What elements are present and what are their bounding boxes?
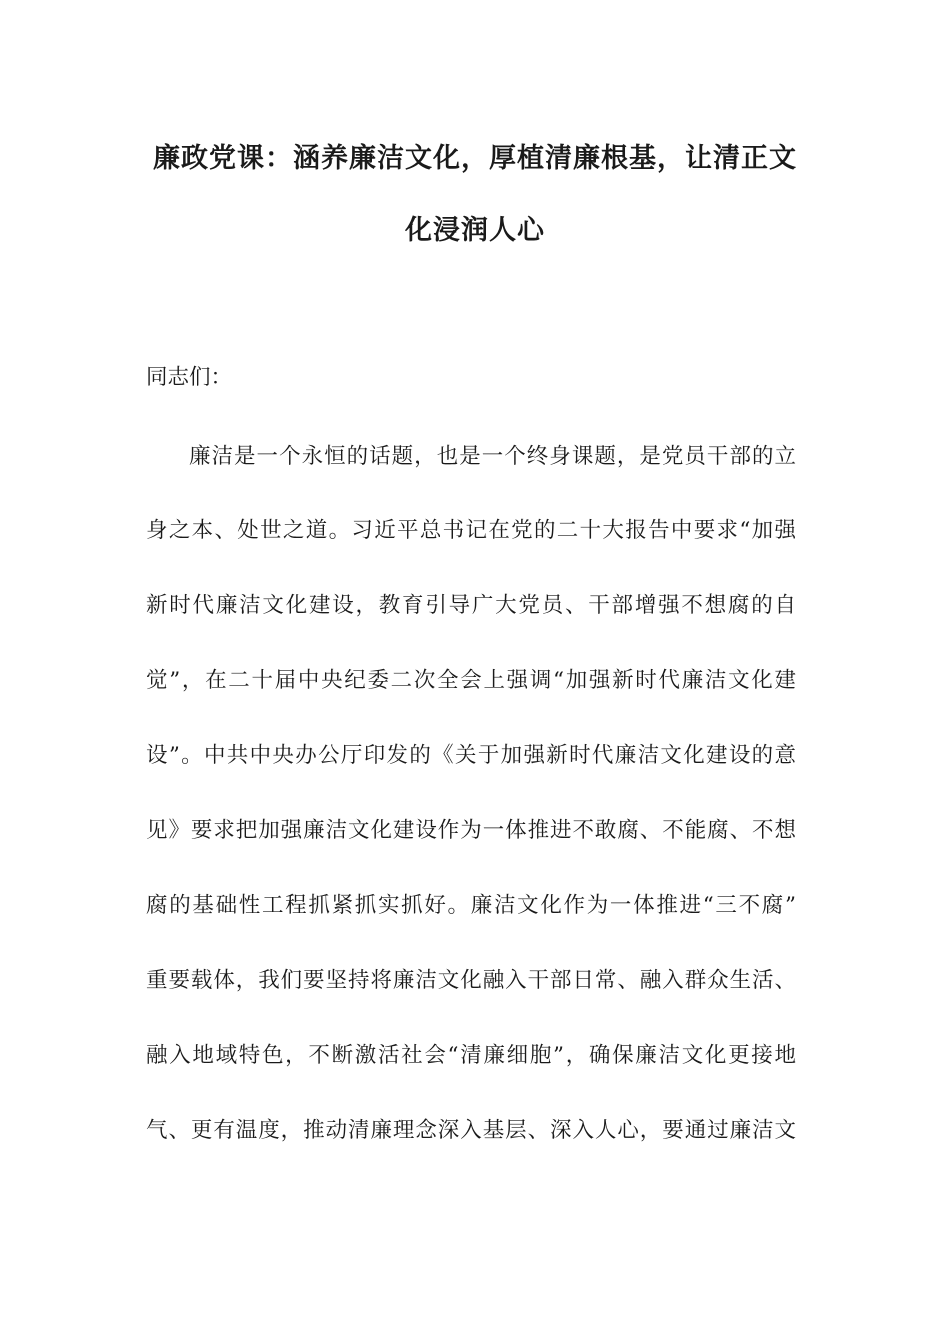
paragraph-line: 融入地域特色，不断激活社会“清廉细胞”，确保廉洁文化更接地 [146, 1043, 796, 1068]
paragraph-line: 廉洁是一个永恒的话题，也是一个终身课题，是党员干部的立 [189, 444, 796, 469]
salutation: 同志们： [146, 365, 233, 390]
document-title-line-1: 廉政党课：涵养廉洁文化，厚植清廉根基，让清正文 [153, 143, 797, 174]
paragraph-line: 腐的基础性工程抓紧抓实抓好。廉洁文化作为一体推进“三不腐” [146, 893, 796, 918]
document-title-line-2: 化浸润人心 [405, 215, 545, 246]
paragraph-line: 设”。中共中央办公厅印发的《关于加强新时代廉洁文化建设的意 [146, 743, 796, 768]
paragraph-line: 重要载体，我们要坚持将廉洁文化融入干部日常、融入群众生活、 [146, 968, 796, 993]
paragraph-line: 身之本、处世之道。习近平总书记在党的二十大报告中要求“加强 [146, 518, 796, 543]
paragraph-line: 见》要求把加强廉洁文化建设作为一体推进不敢腐、不能腐、不想 [146, 818, 796, 843]
paragraph-line: 新时代廉洁文化建设，教育引导广大党员、干部增强不想腐的自 [146, 593, 796, 618]
paragraph-line: 觉”，在二十届中央纪委二次全会上强调“加强新时代廉洁文化建 [146, 668, 796, 693]
paragraph-line: 气、更有温度，推动清廉理念深入基层、深入人心，要通过廉洁文 [146, 1118, 796, 1143]
